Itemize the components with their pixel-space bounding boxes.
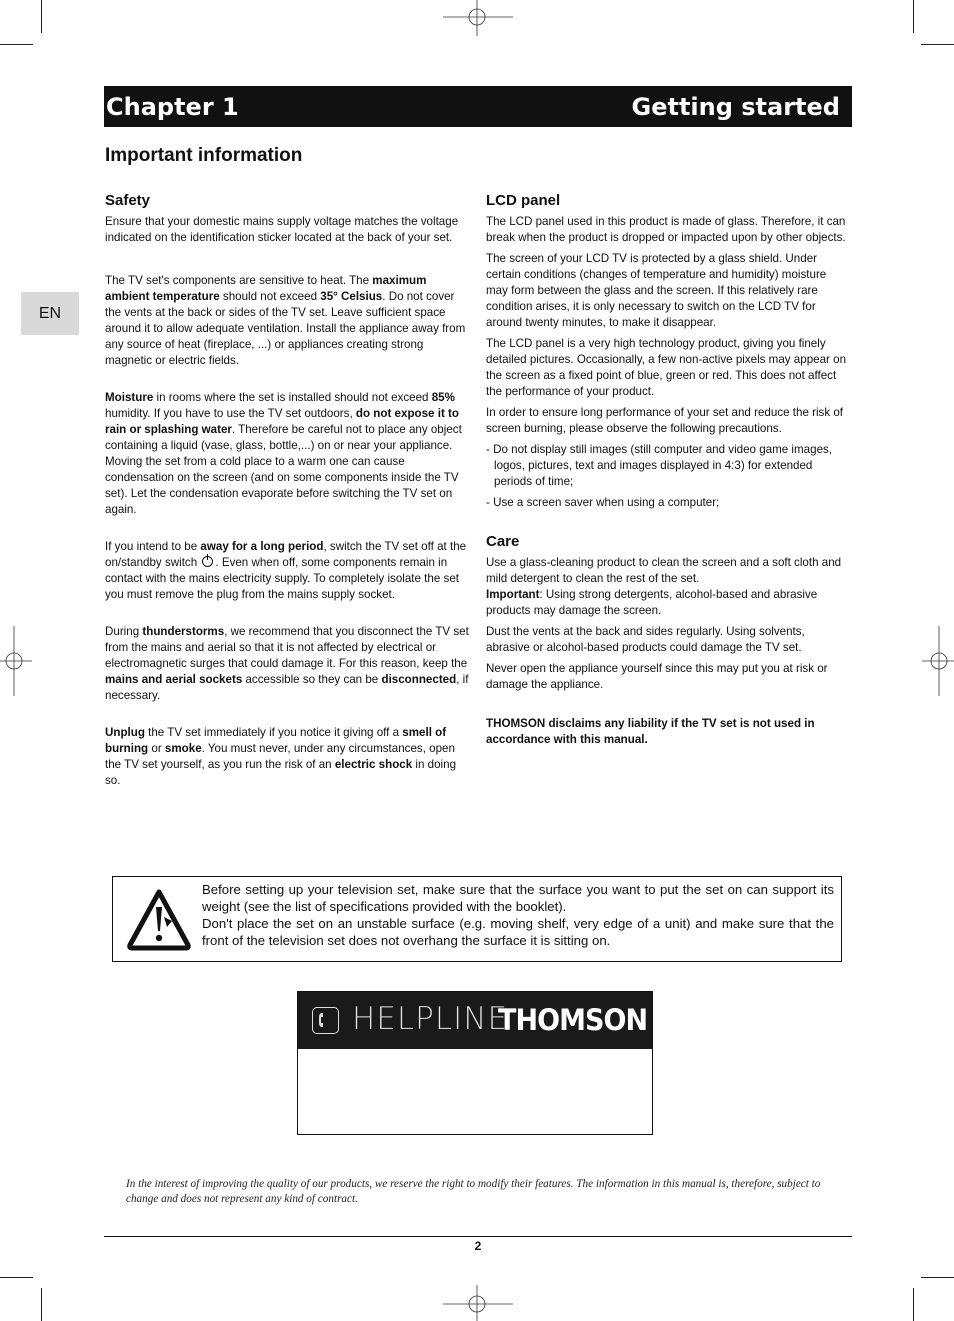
warning-box (112, 876, 842, 962)
helpline-banner (298, 992, 652, 1049)
registration-mark-icon (0, 626, 32, 696)
registration-mark-icon (443, 0, 513, 36)
warning-text (202, 881, 834, 949)
crop-mark (921, 44, 954, 45)
chapter-title: Getting started (631, 92, 840, 121)
crop-mark (913, 1288, 914, 1321)
phone-icon (312, 1007, 339, 1034)
lcd-paragraph: The screen of your LCD TV is protected by a glass shield. Under certain conditions (changes of temperature and humidity) moisture may form between the glass and the screen. If this relatively rare condition arises, it is only necessary to switch on the LCD TV for around twenty minutes, to make it disappear. (486, 252, 827, 329)
safety-column (105, 192, 470, 794)
chapter-header (104, 86, 852, 127)
page-number: 2 (474, 1239, 482, 1253)
safety-paragraph: Ensure that your domestic mains supply voltage matches the voltage indicated on the identification sticker located at the back of your set. (105, 215, 459, 244)
helpline-label: HELPLINE (352, 1001, 509, 1037)
footer-divider (104, 1236, 852, 1237)
care-paragraph: Never open the appliance yourself since this may put you at risk or damage the appliance. (486, 662, 828, 691)
safety-paragraph: The TV set's components are sensitive to heat. The maximum ambient temperature should not exceed 35° Celsius. Do not cover the vents at the back or sides of the TV set. Leave sufficient space around it to allow adequate ventilation. Install the appliance away from any source of heat (fireplace, ...) or appliances creating strong magnetic or electric fields. (105, 274, 466, 367)
registration-mark-icon (922, 626, 954, 696)
lcd-paragraph: The LCD panel used in this product is made of glass. Therefore, it can break when the product is dropped or impacted upon by other objects. (486, 215, 846, 244)
helpline-box (297, 991, 653, 1135)
crop-mark (0, 44, 33, 45)
care-paragraph: Dust the vents at the back and sides regularly. Using solvents, abrasive or alcohol-based products could damage the TV set. (486, 625, 805, 654)
section-title: Important information (105, 145, 303, 166)
crop-mark (41, 1288, 42, 1321)
warning-paragraph: Before setting up your television set, make sure that the surface you want to put the set on can support its weight (see the list of specifications provided with the booklet). (202, 882, 834, 914)
safety-paragraph: If you intend to be away for a long period, switch the TV set off at the on/standby switch . Even when off, some components remain in contact with the mains electricity supply. To completely isolate the set you must remove the plug from the mains supply socket. (105, 540, 467, 601)
safety-paragraph: Unplug the TV set immediately if you notice it giving off a smell of burning or smoke. You must never, under any circumstances, open the TV set yourself, as you run the risk of an electric shock in doing so. (105, 726, 457, 787)
power-icon (202, 556, 213, 567)
lcd-bullet: - Do not display still images (still computer and video game images, logos, pictures, text and images displayed in 4:3) for extended periods of time; (486, 443, 833, 488)
registration-mark-icon (443, 1285, 513, 1321)
crop-mark (913, 0, 914, 33)
language-tab: EN (21, 292, 79, 335)
crop-mark (0, 1277, 33, 1278)
lcd-bullet: - Use a screen saver when using a computer; (486, 496, 720, 509)
disclaimer-text: In the interest of improving the quality of our products, we reserve the right to modify their features. The information in this manual is, therefore, subject to change and does not represent any kind of contract. (126, 1178, 821, 1205)
lcd-paragraph: The LCD panel is a very high technology product, giving you finely detailed pictures. Occasionally, a few non-active pixels may appear on the screen as a fixed point of blue, green or red. This does not affect the performance of your product. (486, 337, 847, 398)
lcd-care-column (486, 192, 851, 753)
liability-notice: THOMSON disclaims any liability if the TV set is not used in accordance with this manual. (486, 717, 815, 746)
safety-heading: Safety (105, 192, 151, 209)
safety-paragraph: During thunderstorms, we recommend that you disconnect the TV set from the mains and aerial so that it is not affected by electrical or electromagnetic surges that could damage it. For this reason, keep the mains and aerial sockets accessible so they can be disconnected, if necessary. (105, 625, 469, 702)
brand-logo: THOMSON (498, 1003, 648, 1037)
safety-paragraph: Moisture in rooms where the set is installed should not exceed 85% humidity. If you have to use the TV set outdoors, do not expose it to rain or splashing water. Therefore be careful not to place any object containing a liquid (vase, glass, bottle,...) on or near your appliance. Moving the set from a cold place to a warm one can cause condensation on the screen (and on some components inside the TV set). Let the condensation evaporate before switching the TV set on again. (105, 391, 462, 516)
crop-mark (41, 0, 42, 33)
crop-mark (921, 1277, 954, 1278)
care-heading: Care (486, 533, 520, 550)
care-paragraph: Use a glass-cleaning product to clean the screen and a soft cloth and mild detergent to clean the rest of the set. Important: Using strong detergents, alcohol-based and abrasive products may damage the screen. (486, 556, 842, 617)
warning-paragraph: Don't place the set on an unstable surface (e.g. moving shelf, very edge of a unit) and make sure that the front of the television set does not overhang the surface it is sitting on. (202, 916, 834, 948)
chapter-label: Chapter 1 (106, 92, 239, 121)
lcd-paragraph: In order to ensure long performance of your set and reduce the risk of screen burning, please observe the following precautions. (486, 406, 844, 435)
lcd-heading: LCD panel (486, 192, 561, 209)
warning-triangle-icon (126, 887, 192, 951)
